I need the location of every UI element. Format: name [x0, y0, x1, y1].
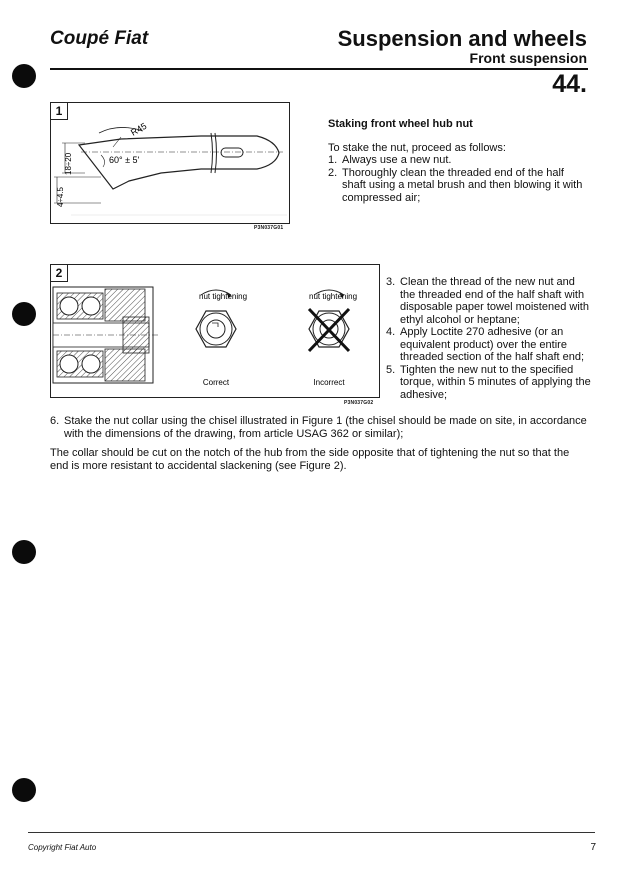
- steps-list-middle: [386, 276, 591, 401]
- figure-code: P3N037G01: [254, 225, 284, 231]
- page-subtitle: Front suspension: [469, 50, 587, 66]
- chisel-drawing: [51, 103, 289, 223]
- figure-number: 1: [51, 103, 68, 120]
- list-item: 3. Clean the thread of the new nut and the threaded end of the half shaft with disposable paper towel moistened with ethyl alcohol or heptane;: [386, 276, 589, 326]
- width-label: 18÷20: [64, 152, 73, 175]
- figure-1: [50, 102, 290, 224]
- list-item: 5. Tighten the new nut to the specified torque, within 5 minutes of applying the adhesive;: [386, 363, 591, 401]
- list-item: 2. Thoroughly clean the threaded end of the half shaft using a metal brush and then blowing it with compressed air;: [328, 166, 583, 204]
- binder-hole: [12, 64, 36, 88]
- closing-paragraph: The collar should be cut on the notch of the hub from the side opposite that of tightening the nut so that the end is more resistant to accidental slackening (see Figure 2).: [50, 447, 570, 472]
- figure-2: [50, 264, 380, 398]
- hub-assembly-drawing: [51, 265, 379, 397]
- binder-hole: [12, 778, 36, 802]
- page-title: Suspension and wheels: [337, 26, 587, 51]
- binder-hole: [12, 302, 36, 326]
- section-number: 44.: [552, 70, 587, 98]
- binder-hole: [12, 540, 36, 564]
- brand-name: Coupé Fiat: [50, 28, 149, 49]
- header-rule: [50, 68, 588, 70]
- figure-number: 2: [51, 265, 68, 282]
- correct-label: Correct: [202, 378, 230, 387]
- nut-tightening-label-incorrect: nut tightening: [309, 292, 358, 301]
- footer-rule: [28, 832, 595, 833]
- radius-label: R45: [129, 120, 149, 138]
- intro-text: To stake the nut, proceed as follows:: [328, 142, 506, 154]
- steps-list-bottom: [50, 415, 590, 440]
- list-item: 6. Stake the nut collar using the chisel illustrated in Figure 1 (the chisel should be made on site, in accordance with the dimensions of the drawing, from article USAG 362 or similar);: [50, 415, 587, 440]
- incorrect-label: Incorrect: [313, 378, 345, 387]
- figure-code: P3N037G02: [344, 400, 374, 406]
- copyright-text: Copyright Fiat Auto: [28, 843, 97, 852]
- list-item: 1. Always use a new nut.: [328, 154, 452, 166]
- steps-list-top: [328, 154, 590, 204]
- angle-label: 60° ± 5': [109, 155, 140, 165]
- list-item: 4. Apply Loctite 270 adhesive (or an equivalent product) over the entire threaded section of the half shaft end;: [386, 326, 585, 363]
- nut-tightening-label-correct: nut tightening: [199, 292, 248, 301]
- page-number: 7: [590, 842, 596, 853]
- section-heading: Staking front wheel hub nut: [328, 118, 473, 130]
- depth-label: 4÷4.5: [56, 187, 65, 207]
